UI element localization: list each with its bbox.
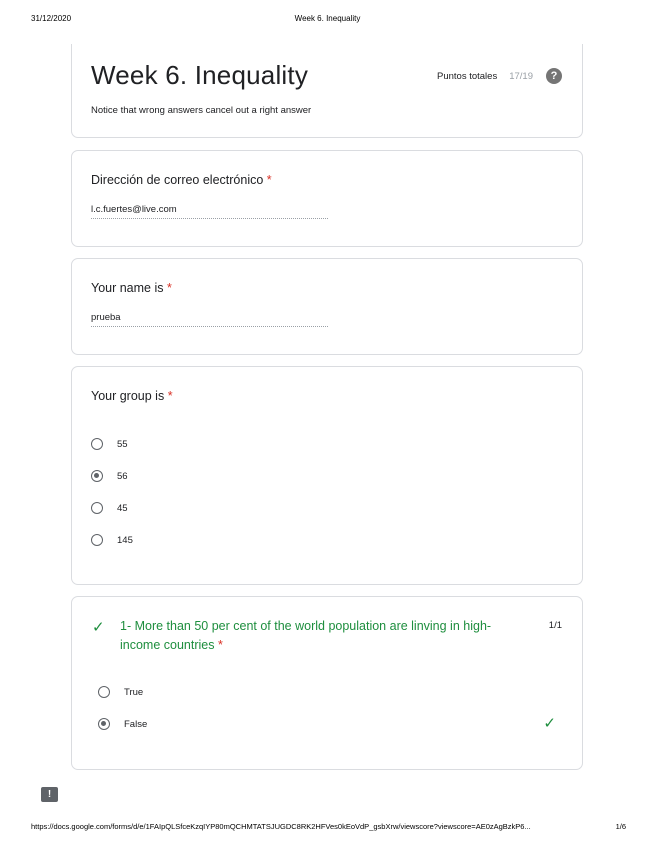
- group-question-card: [71, 366, 583, 585]
- form-title: Week 6. Inequality: [91, 60, 309, 90]
- radio-label: 56: [117, 470, 128, 482]
- required-asterisk: *: [167, 389, 173, 403]
- print-title: Week 6. Inequality: [294, 14, 361, 23]
- group-option-56[interactable]: [91, 467, 128, 485]
- radio-label: 145: [117, 534, 133, 546]
- radio-button[interactable]: [91, 502, 103, 514]
- radio-label: True: [124, 686, 144, 698]
- radio-button-selected[interactable]: [91, 470, 103, 482]
- feedback-icon[interactable]: !: [41, 787, 58, 802]
- group-option-45[interactable]: [91, 499, 128, 517]
- q1-option-false[interactable]: [98, 715, 147, 733]
- name-answer: prueba: [91, 312, 328, 327]
- group-question-label: Your group is: [91, 389, 165, 403]
- email-answer: l.c.fuertes@live.com: [91, 204, 328, 219]
- question-1-title: [120, 617, 520, 655]
- footer-url: https://docs.google.com/forms/d/e/1FAIpQLSfceKzqIYP80mQCHMTATSJUGDC8RK2HFVes0kEoVdP_gsbXrw/viewscore?viewscore=AE0zAgBzkP6...: [31, 822, 531, 831]
- required-asterisk: *: [217, 638, 223, 652]
- radio-button[interactable]: [98, 686, 110, 698]
- radio-button-selected[interactable]: [98, 718, 110, 730]
- radio-button[interactable]: [91, 438, 103, 450]
- group-question-title: [91, 389, 173, 403]
- score-label: Puntos totales: [437, 70, 498, 82]
- footer-page-number: 1/6: [615, 822, 626, 831]
- q1-option-true[interactable]: [98, 683, 143, 701]
- required-asterisk: *: [166, 281, 172, 295]
- correct-check-icon: ✓: [92, 619, 105, 636]
- email-question-title: [91, 173, 272, 187]
- group-option-55[interactable]: [91, 435, 128, 453]
- radio-label: 55: [117, 438, 128, 450]
- help-icon[interactable]: ?: [546, 68, 562, 84]
- question-1-card: [71, 596, 583, 770]
- total-score: [437, 66, 562, 86]
- email-question-label: Dirección de correo electrónico: [91, 173, 264, 187]
- form-header-card: [71, 44, 583, 138]
- correct-answer-check-icon: ✓: [543, 715, 556, 732]
- radio-button[interactable]: [91, 534, 103, 546]
- required-asterisk: *: [266, 173, 272, 187]
- name-question-card: [71, 258, 583, 355]
- name-question-label: Your name is: [91, 281, 164, 295]
- print-date: 31/12/2020: [31, 14, 72, 23]
- question-1-label: 1- More than 50 per cent of the world population are linving in high-income countries: [120, 619, 492, 652]
- form-description: Notice that wrong answers cancel out a right answer: [91, 105, 312, 116]
- question-1-points: 1/1: [548, 620, 562, 631]
- radio-label: False: [124, 718, 148, 730]
- name-question-title: [91, 281, 172, 295]
- radio-label: 45: [117, 502, 128, 514]
- score-value: 17/19: [509, 70, 533, 82]
- print-header: [0, 14, 655, 28]
- group-option-145[interactable]: [91, 531, 133, 549]
- email-question-card: [71, 150, 583, 247]
